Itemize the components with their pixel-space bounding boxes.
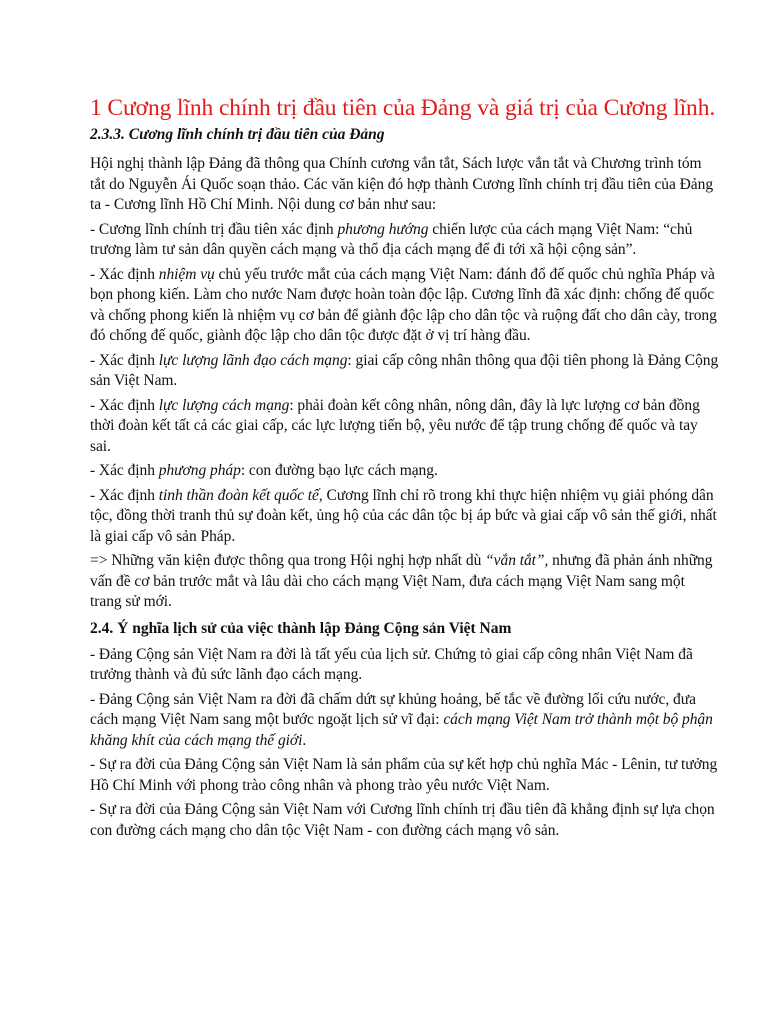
text-run: - Đảng Cộng sản Việt Nam ra đời đã chấm dứt sự khủng hoảng, bế tắc về đường lối cứu nước, đưa cách mạng Việt Nam sang một bước ngoặt lịch sử vĩ đại: <box>90 690 696 728</box>
text-run: : giai cấp công nhân thông qua đội tiên phong là Đảng Cộng sản Việt Nam. <box>90 351 719 389</box>
emphasis-text: nhiệm vụ <box>158 265 215 283</box>
document-title: 1 Cương lĩnh chính trị đầu tiên của Đảng và giá trị của Cương lĩnh. <box>90 95 716 121</box>
text-run: => Những văn kiện được thông qua trong Hội nghị hợp nhất dù <box>90 552 486 569</box>
emphasis-text: phương hướng <box>337 220 429 238</box>
emphasis-text: phương pháp <box>158 462 241 479</box>
paragraph <box>90 154 720 216</box>
text-run: Hội nghị thành lập Đảng đã thông qua Chính cương vắn tắt, Sách lược vắn tắt và Chương trình tóm tắt do Nguyễn Ái Quốc soạn thảo. Các văn kiện đó hợp thành Cương lĩnh chính trị đầu tiên của Đảng ta - Cương lĩnh Hồ Chí Minh. Nội dung cơ bản như sau: <box>90 155 714 213</box>
emphasis-text: tinh thần đoàn kết quốc tế <box>158 486 319 504</box>
paragraph <box>90 351 720 392</box>
emphasis-text: “vắn tắt” <box>485 552 545 569</box>
paragraph <box>90 645 720 686</box>
text-run: , nhưng đã phản ánh những vấn đề cơ bản trước mắt và lâu dài cho cách mạng Việt Nam, đưa cách mạng Việt Nam sang một trang sử mới. <box>90 552 713 610</box>
text-run: - Sự ra đời của Đảng Cộng sản Việt Nam với Cương lĩnh chính trị đầu tiên đã khẳng định sự lựa chọn con đường cách mạng cho dân tộc Việt Nam - con đường cách mạng vô sản. <box>90 801 715 839</box>
text-run: - Đảng Cộng sản Việt Nam ra đời là tất yếu của lịch sử. Chứng tỏ giai cấp công nhân Việt Nam đã trưởng thành và đủ sức lãnh đạo cách mạng. <box>90 645 693 683</box>
paragraph <box>90 800 720 841</box>
text-run: . <box>302 731 307 749</box>
paragraph <box>90 396 720 458</box>
text-run: - Sự ra đời của Đảng Cộng sản Việt Nam là sản phẩm của sự kết hợp chủ nghĩa Mác - Lênin, tư tưởng Hồ Chí Minh với phong trào công nhân và phong trào yêu nước Việt Nam. <box>90 756 718 794</box>
body-section-2 <box>90 645 720 842</box>
text-run: - Xác định <box>90 486 159 504</box>
section-heading: 2.4. Ý nghĩa lịch sử của việc thành lập Đảng Cộng sản Việt Nam <box>90 619 512 637</box>
text-run: - Xác định <box>90 396 159 414</box>
subheading: 2.3.3. Cương lĩnh chính trị đầu tiên của Đảng <box>90 126 385 143</box>
text-run: : con đường bạo lực cách mạng. <box>240 462 438 479</box>
paragraph <box>90 461 720 482</box>
text-run: - Xác định <box>90 265 159 283</box>
text-run: : phải đoàn kết công nhân, nông dân, đây là lực lượng cơ bản đồng thời đoàn kết tất cả các giai cấp, các lực lượng tiến bộ, yêu nước để tập trung chống đế quốc và tay sai. <box>90 396 700 455</box>
paragraph <box>90 220 720 261</box>
paragraph <box>90 551 720 613</box>
text-run: - Cương lĩnh chính trị đầu tiên xác định <box>90 220 338 238</box>
emphasis-text: lực lượng cách mạng <box>158 396 290 414</box>
paragraph <box>90 265 720 347</box>
text-run: chiến lược của cách mạng Việt Nam: “chủ trương làm tư sản dân quyền cách mạng và thổ địa cách mạng để đi tới xã hội cộng sản”. <box>90 220 693 258</box>
text-run: chủ yếu trước mắt của cách mạng Việt Nam: đánh đổ đế quốc chủ nghĩa Pháp và bọn phong kiến. Làm cho nước Nam được hoàn toàn độc lập. Cương lĩnh đã xác định: chống đế quốc và chống phong kiến là nhiệm vụ cơ bản để giành độc lập cho dân tộc và ruộng đất cho dân cày, trong đó chống đế quốc, giành độc lập cho dân tộc được đặt ở vị trí hàng đầu. <box>90 265 717 344</box>
text-run: - Xác định <box>90 351 159 369</box>
paragraph <box>90 755 720 796</box>
emphasis-text: lực lượng lãnh đạo cách mạng <box>158 351 348 369</box>
body-section-1 <box>90 154 720 613</box>
paragraph <box>90 486 720 548</box>
paragraph <box>90 690 720 752</box>
text-run: , Cương lĩnh chỉ rõ trong khi thực hiện nhiệm vụ giải phóng dân tộc, đồng thời tranh thủ sự đoàn kết, ủng hộ của các dân tộc bị áp bức và giai cấp vô sản thế giới, nhất là giai cấp vô sản Pháp. <box>90 486 717 545</box>
emphasis-text: cách mạng Việt Nam trở thành một bộ phận khăng khít của cách mạng thế giới <box>90 711 713 749</box>
text-run: - Xác định <box>90 462 159 479</box>
